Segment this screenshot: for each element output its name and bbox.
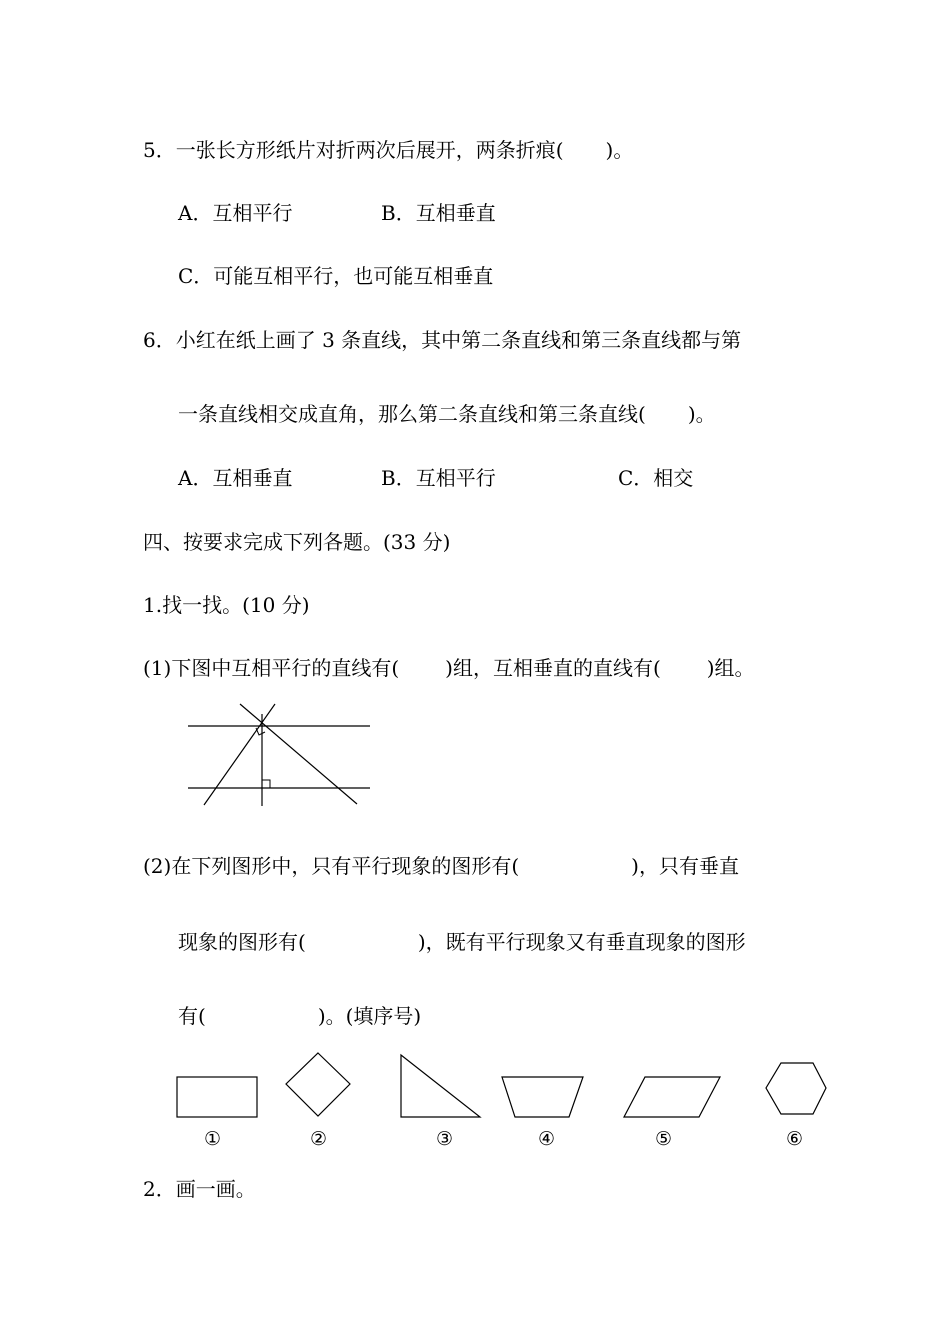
sub1-part2-text-e: 有( <box>178 1004 206 1028</box>
slanted-line-right <box>240 704 357 804</box>
sub2-title: 2．画一画。 <box>143 1177 256 1201</box>
sub1-part1-text-a: (1)下图中互相平行的直线有( <box>143 656 400 680</box>
shape-2-square <box>286 1053 350 1116</box>
q5-option-a[interactable]: A．互相平行 <box>178 201 293 225</box>
sub1-part2-text-c: 现象的图形有( <box>178 930 306 954</box>
sub1-part1-text-c: )组。 <box>706 656 755 680</box>
q6-text-line1: 小红在纸上画了 3 条直线，其中第二条直线和第三条直线都与第 <box>175 328 742 352</box>
q6-option-b[interactable]: B．互相平行 <box>381 466 496 490</box>
q5-number: 5． <box>143 138 176 162</box>
shape-label-3: ③ <box>436 1128 454 1150</box>
sub1-part2-text-d: )，既有平行现象又有垂直现象的图形 <box>417 930 746 954</box>
q6-option-a[interactable]: A．互相垂直 <box>178 466 293 490</box>
q5-stem <box>143 136 633 164</box>
shape-1-rectangle <box>177 1077 257 1117</box>
shape-5-parallelogram <box>624 1077 720 1117</box>
sub1-part1-text-b: )组，互相垂直的直线有( <box>445 656 661 680</box>
q5-option-b[interactable]: B．互相垂直 <box>381 201 496 225</box>
section4-title: 四、按要求完成下列各题。(33 分) <box>143 530 451 554</box>
shape-label-1: ① <box>204 1128 222 1150</box>
shape-label-2: ② <box>310 1128 328 1150</box>
q6-stem-line1 <box>143 326 741 354</box>
shapes-figure <box>170 1048 850 1128</box>
lines-figure <box>185 700 375 810</box>
q5-option-c[interactable]: C．可能互相平行，也可能互相垂直 <box>178 264 494 288</box>
sub1-part2-line3 <box>178 1002 421 1030</box>
sub1-part2-text-a: (2)在下列图形中，只有平行现象的图形有( <box>143 854 520 878</box>
q6-text-line2: 一条直线相交成直角，那么第二条直线和第三条直线( <box>178 402 646 426</box>
q6-number: 6． <box>143 328 176 352</box>
shape-label-4: ④ <box>538 1128 556 1150</box>
q6-option-c[interactable]: C．相交 <box>618 466 694 490</box>
q5-text: 一张长方形纸片对折两次后展开，两条折痕( <box>175 138 564 162</box>
sub1-title: 1.找一找。(10 分) <box>143 593 310 617</box>
sub1-part1 <box>143 654 755 682</box>
q6-stem-line2 <box>178 400 716 428</box>
shape-3-triangle <box>401 1055 480 1117</box>
shape-label-6: ⑥ <box>786 1128 804 1150</box>
slanted-line-left <box>204 704 275 805</box>
right-angle-mark-bottom <box>262 780 270 788</box>
sub1-part2-line1 <box>143 852 739 880</box>
shape-label-5: ⑤ <box>655 1128 673 1150</box>
sub1-part2-line2 <box>178 928 746 956</box>
sub1-part2-text-f: )。(填序号) <box>317 1004 422 1028</box>
shape-4-trapezoid <box>502 1077 583 1117</box>
sub1-part2-text-b: )，只有垂直 <box>631 854 739 878</box>
q5-close: )。 <box>605 138 634 162</box>
q6-close: )。 <box>687 402 716 426</box>
shape-6-hexagon <box>766 1063 826 1114</box>
